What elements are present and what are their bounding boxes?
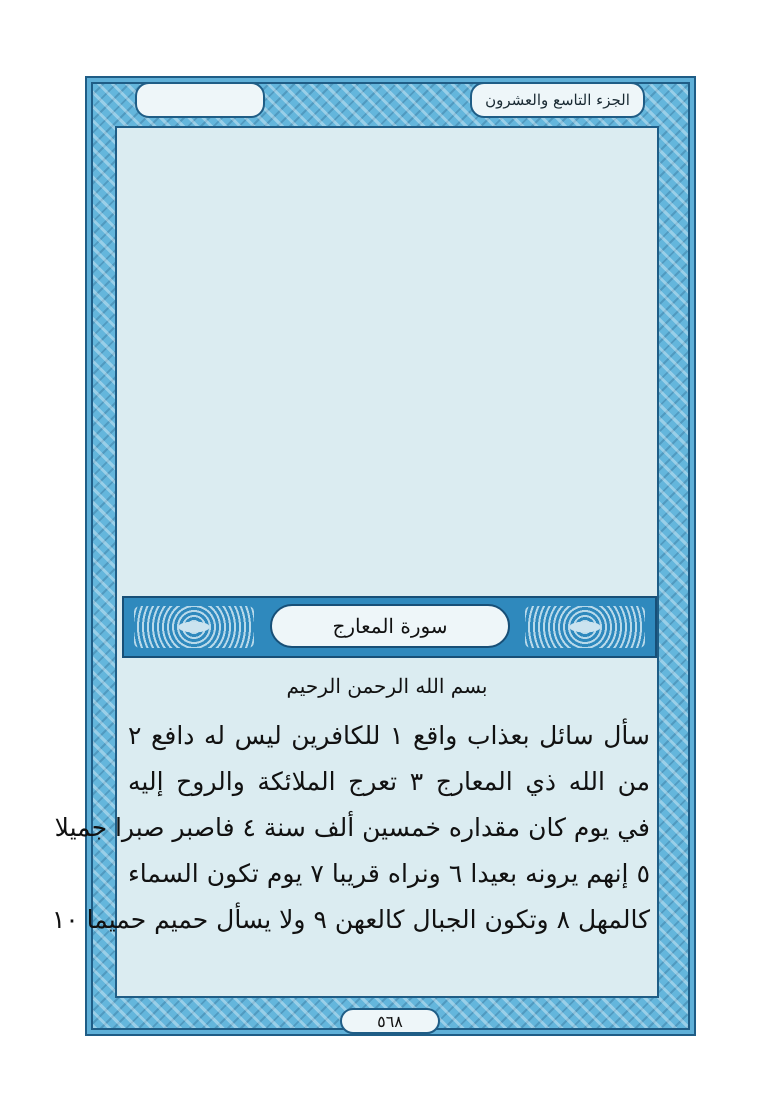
header-box-empty (135, 82, 265, 118)
ornament-right-icon (525, 606, 645, 648)
verse-line (128, 944, 650, 988)
verse-line: سأل سائل بعذاب واقع ١ للكافرين ليس له دافع ٢ (128, 721, 650, 750)
juz-label (470, 82, 645, 118)
verse-line: كالمهل ٨ وتكون الجبال كالعهن ٩ ولا يسأل حميم حميما ١٠ (51, 905, 650, 934)
surah-title-text: سورة المعارج (332, 614, 448, 638)
verse-line: ٥ إنهم يرونه بعيدا ٦ ونراه قريبا ٧ يوم تكون السماء (128, 859, 651, 888)
ornament-left-icon (134, 606, 254, 648)
page-number (340, 1008, 440, 1034)
verse-line: من الله ذي المعارج ٣ تعرج الملائكة والروح إليه (128, 767, 650, 796)
basmala: بسم الله الرحمن الرحيم (286, 674, 488, 698)
page-number-text: ٥٦٨ (377, 1011, 403, 1031)
verse-line: في يوم كان مقداره خمسين ألف سنة ٤ فاصبر صبرا جميلا (54, 813, 650, 842)
juz-label-text: الجزء التاسع والعشرون (485, 91, 630, 109)
surah-title (270, 604, 510, 648)
